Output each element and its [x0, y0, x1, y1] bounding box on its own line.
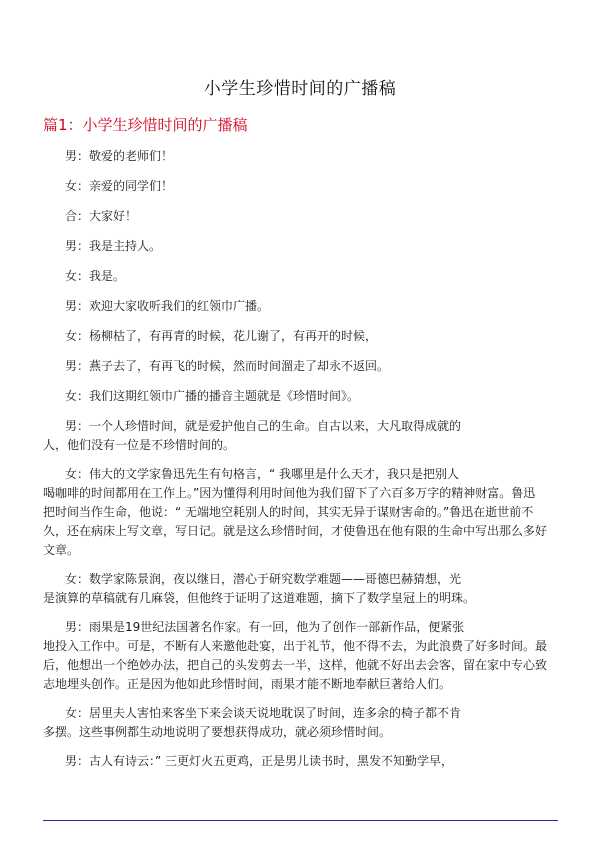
text-line: 久，还在病床上写文章，写日记。就是这么珍惜时间，才使鲁迅在他有限的生命中写出那么多好 — [43, 524, 548, 538]
text-line: 女：杨柳枯了，有再青的时候，花儿谢了，有再开的时候， — [65, 329, 378, 343]
text-line: 地投入工作中。可是，不断有人来邀他赴宴，出于礼节，他不得不去，为此浪费了好多时间。最 — [43, 639, 548, 653]
text-line: 人，他们没有一位是不珍惜时间的。 — [43, 438, 236, 452]
text-line: 男：燕子去了，有再飞的时候，然而时间溜走了却永不返回。 — [65, 359, 390, 373]
footer-divider — [43, 820, 558, 821]
text-line: 把时间当作生命，他说：“ 无端地空耗别人的时间，其实无异于谋财害命的。”鲁迅在逝世前不 — [43, 505, 534, 519]
text-line: 男：欢迎大家收听我们的红领巾广播。 — [65, 299, 270, 313]
text-line: 后，他想出一个绝妙办法，把自己的头发剪去一半，这样，他就不好出去会客，留在家中专心致 — [43, 658, 548, 672]
text-line: 多摆。这些事例都生动地说明了要想获得成功，就必须珍惜时间。 — [43, 725, 392, 739]
section-heading: 篇1：小学生珍惜时间的广播稿 — [43, 116, 248, 134]
text-line: 女：我是。 — [65, 269, 126, 283]
text-line: 女：伟大的文学家鲁迅先生有句格言，“ 我哪里是什么天才，我只是把别人 — [65, 467, 460, 481]
text-line: 男：敬爱的老师们！ — [65, 149, 174, 163]
text-line: 女：亲爱的同学们！ — [65, 179, 174, 193]
text-line: 女：数学家陈景润，夜以继日，潜心于研究数学难题——哥德巴赫猜想，光 — [65, 572, 462, 586]
text-line: 男：我是主持人。 — [65, 239, 162, 253]
page-title: 小学生珍惜时间的广播稿 — [203, 79, 397, 99]
text-line: 女：居里夫人害怕来客坐下来会谈天说地耽误了时间，连多余的椅子都不肯 — [65, 706, 462, 720]
text-line: 女：我们这期红领巾广播的播音主题就是《珍惜时间》。 — [65, 389, 360, 403]
text-line: 志地埋头创作。正是因为他如此珍惜时间，雨果才能不断地奉献巨著给人们。 — [43, 677, 452, 691]
text-line: 男：古人有诗云：” 三更灯火五更鸡，正是男儿读书时，黑发不知勤学早， — [65, 754, 454, 768]
text-line: 男：一个人珍惜时间，就是爱护他自己的生命。自古以来，大凡取得成就的 — [65, 419, 462, 433]
text-line: 男：雨果是19世纪法国著名作家。有一回，他为了创作一部新作品，便紧张 — [65, 620, 465, 634]
text-line: 喝咖啡的时间都用在工作上。”因为懂得利用时间他为我们留下了六百多万字的精神财富。鲁迅 — [43, 486, 536, 500]
text-line: 合：大家好！ — [65, 209, 138, 223]
text-line: 文章。 — [43, 543, 80, 557]
text-line: 是演算的草稿就有几麻袋，但他终于证明了这道难题，摘下了数学皇冠上的明珠。 — [43, 591, 476, 605]
